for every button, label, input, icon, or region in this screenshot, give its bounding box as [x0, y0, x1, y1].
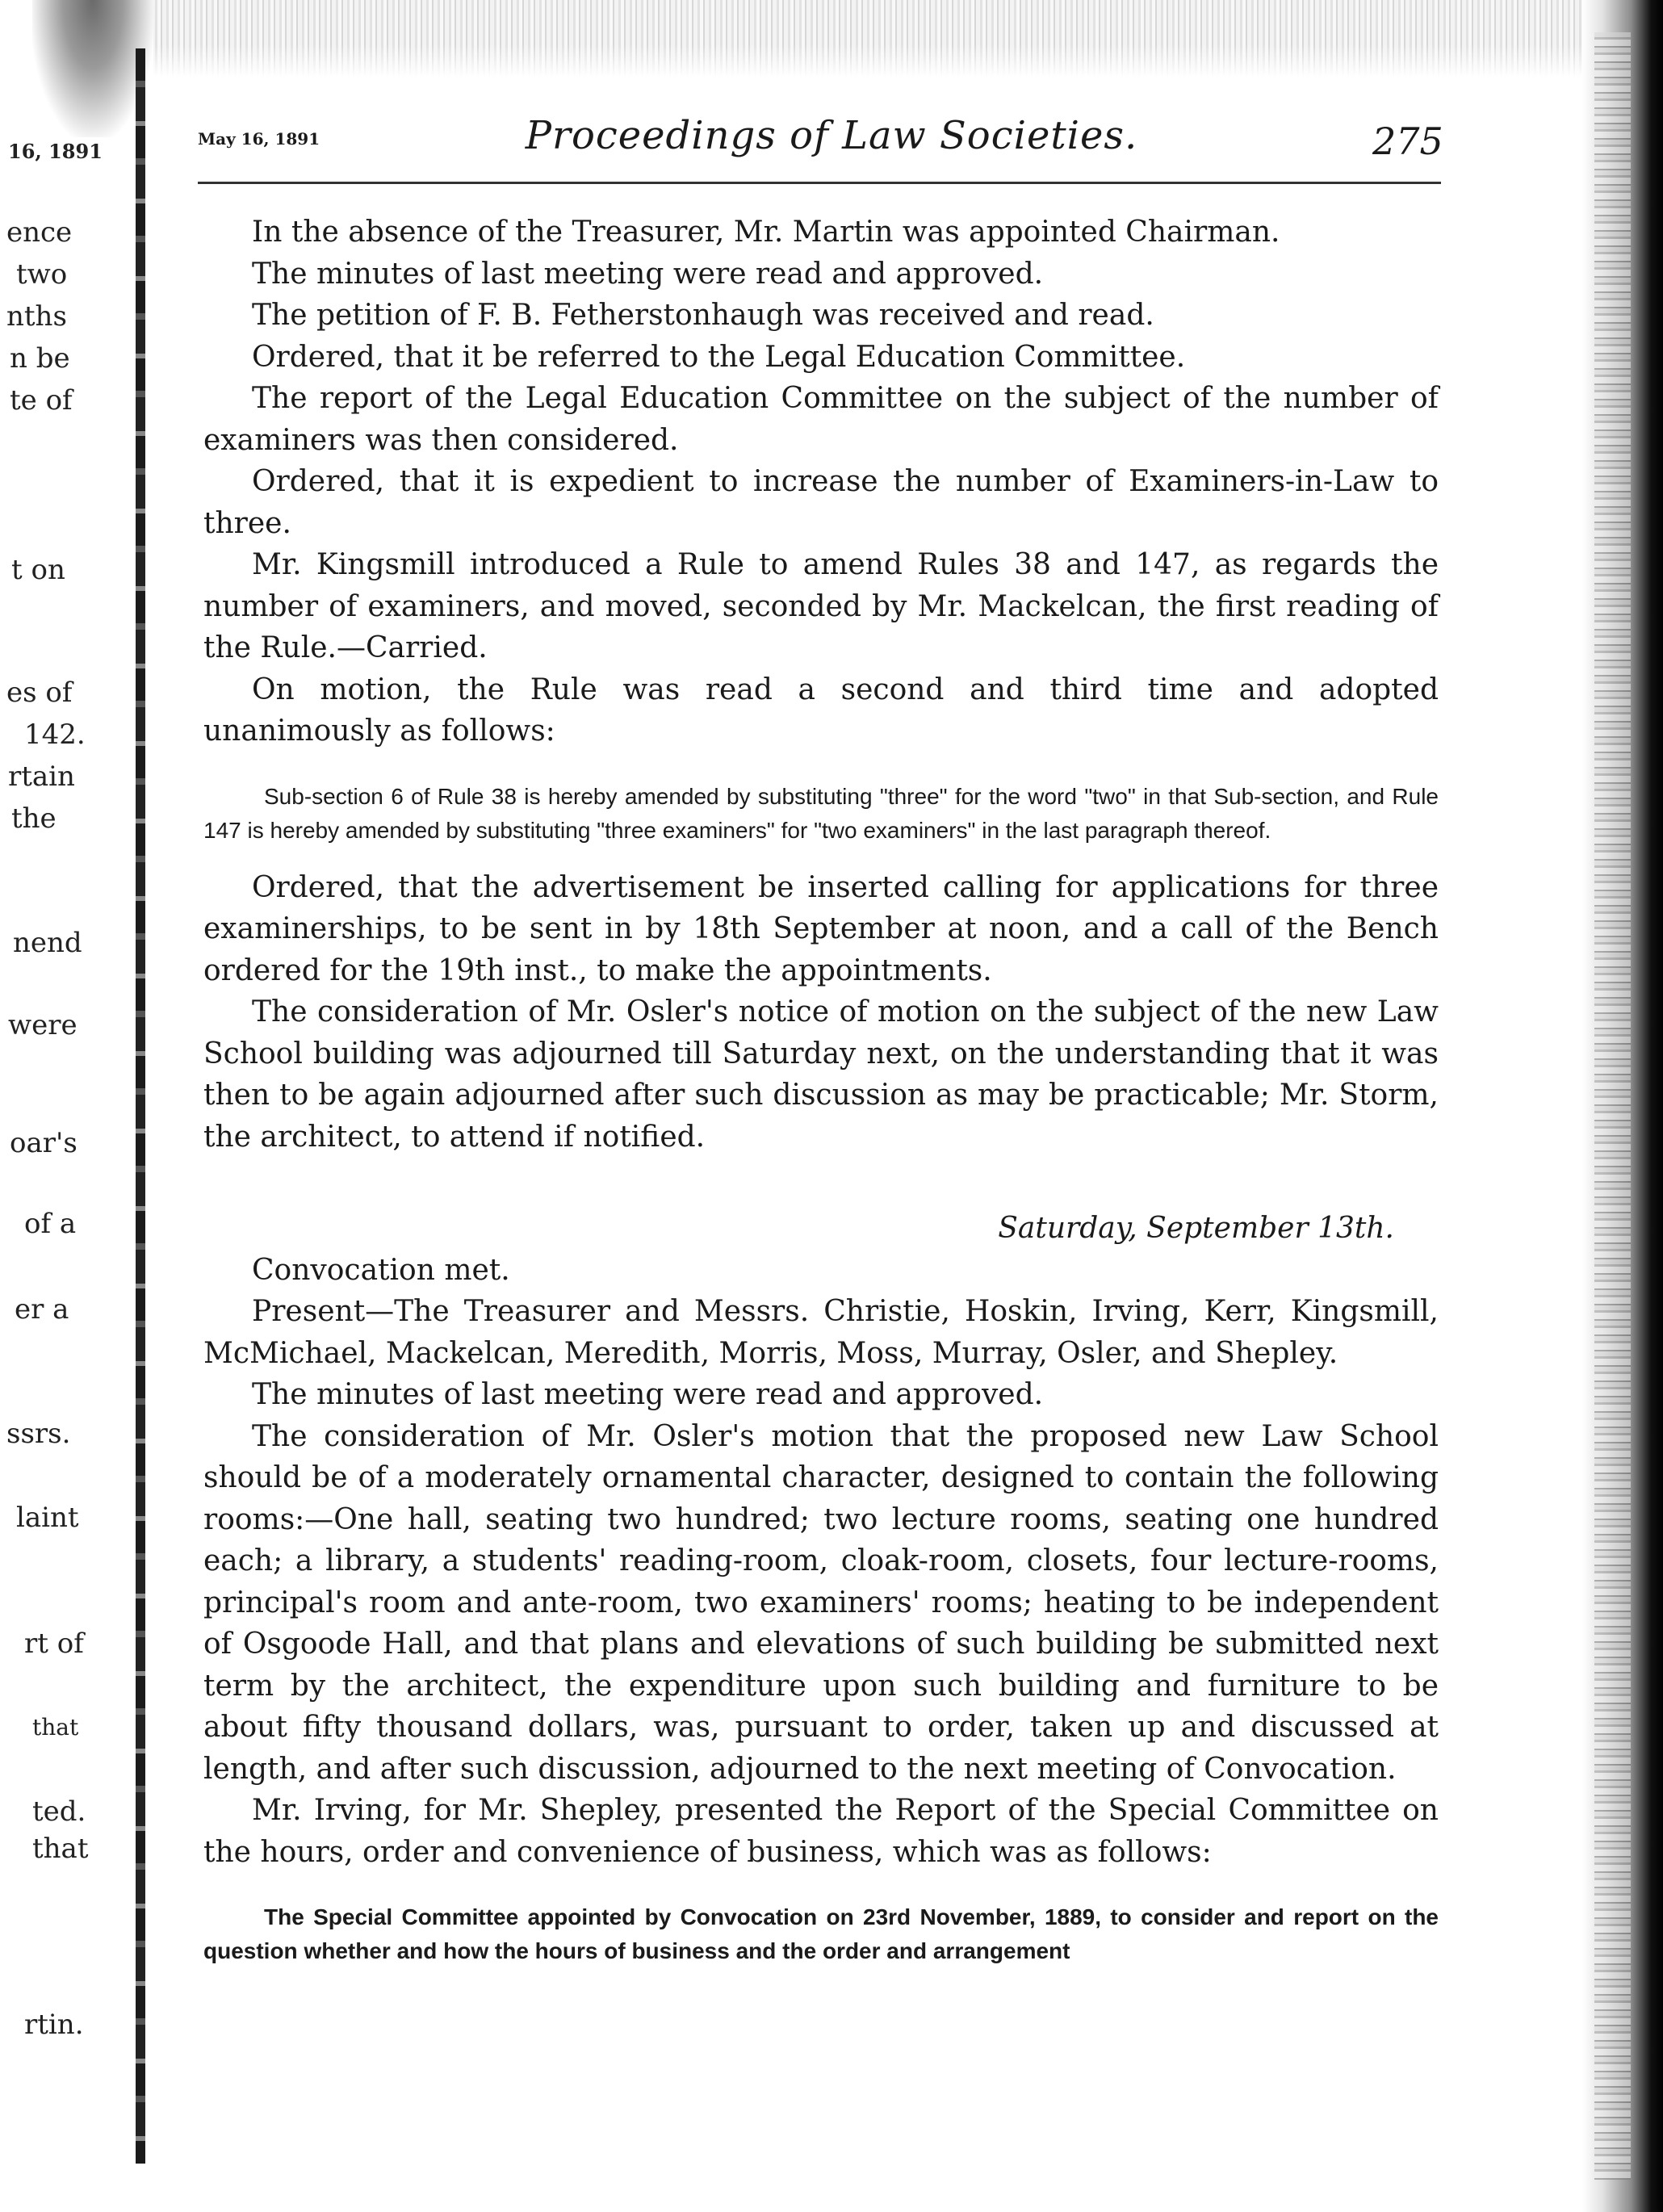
running-head-title: Proceedings of Law Societies.: [525, 113, 1138, 158]
margin-fragment: that: [32, 1833, 89, 1865]
margin-fragment: of a: [24, 1208, 77, 1240]
paragraph: Ordered, that it be referred to the Legal Education Committee.: [252, 340, 1186, 374]
gutter-line: [136, 48, 145, 2164]
margin-fragment: laint: [16, 1502, 79, 1534]
page-body: [203, 212, 1439, 1968]
paragraph: Present—The Treasurer and Messrs. Christie, Hoskin, Irving, Kerr, Kingsmill, McMichael, Mackelcan, Meredith, Morris, Moss, Murray, Osler, and Shepley.: [203, 1295, 1439, 1370]
page-edge-noise: [1594, 32, 1631, 2180]
margin-fragment: ted.: [32, 1795, 86, 1828]
running-head-date: May 16, 1891: [198, 129, 320, 149]
margin-fragment: 16, 1891: [8, 140, 103, 163]
margin-fragment: nend: [13, 927, 82, 959]
paragraph: Ordered, that the advertisement be inserted calling for applications for three examinerships, to be sent in by 18th September at noon, and a call of the Bench ordered for the 19th inst., to make the appointments.: [203, 870, 1439, 987]
paragraph: The report of the Legal Education Committee on the subject of the number of examiners was then considered.: [203, 382, 1439, 457]
paragraph: On motion, the Rule was read a second and third time and adopted unanimously as follows:: [203, 672, 1439, 748]
margin-fragment: two: [16, 258, 68, 291]
page-number: 275: [1372, 119, 1443, 163]
paragraph: The minutes of last meeting were read and approved.: [252, 257, 1044, 291]
paragraph: The petition of F. B. Fetherstonhaugh was received and read.: [252, 299, 1154, 332]
paragraph: The consideration of Mr. Osler's motion that the proposed new Law School should be of a moderately ornamental character, designed to contain the following rooms:—One hall, seating two hundred; two lecture rooms, seating one hundred each; a library, a students' reading-room, cloak-room, closets, four lecture-rooms, principal's room and ante-room, two examiners' rooms; heating to be independent of Osgoode Hall, and that plans and elevations of such building be submitted next term by the architect, the expenditure upon such building and furniture to be about fifty thousand dollars, was, pursuant to order, taken up and discussed at length, and after such discussion, adjourned to the next meeting of Convocation.: [203, 1419, 1439, 1786]
margin-fragment: rtain: [8, 760, 75, 793]
scan-noise-top: [121, 0, 1598, 77]
margin-fragment: oar's: [10, 1127, 77, 1159]
paragraph: Convocation met.: [252, 1253, 510, 1287]
dateline: Saturday, September 13th.: [998, 1212, 1394, 1245]
margin-fragment: ence: [6, 216, 73, 249]
margin-fragment: ssrs.: [6, 1418, 71, 1450]
margin-fragment: the: [11, 802, 57, 835]
margin-fragment: n be: [10, 342, 70, 375]
margin-fragment: rtin.: [24, 2009, 84, 2041]
margin-fragment: te of: [10, 384, 73, 417]
margin-fragment: er a: [15, 1293, 69, 1326]
quoted-report: The Special Committee appointed by Convocation on 23rd November, 1889, to consider and report on the question whether and how the hours of business and the order and arrangement: [203, 1904, 1439, 1963]
margin-fragment: t on: [11, 554, 65, 586]
margin-fragment: that: [32, 1714, 79, 1741]
paragraph: Ordered, that it is expedient to increase the number of Examiners-in-Law to three.: [203, 465, 1439, 540]
margin-fragment: es of: [6, 677, 73, 709]
margin-fragment: were: [8, 1009, 77, 1041]
paragraph: In the absence of the Treasurer, Mr. Martin was appointed Chairman.: [252, 216, 1280, 249]
margin-fragment: 142.: [24, 718, 86, 751]
margin-fragment: rt of: [24, 1628, 84, 1660]
quoted-rule: Sub-section 6 of Rule 38 is hereby amended by substituting "three" for the word "two" in that Sub-section, and Rule 147 is hereby amended by substituting "three examiners" for "two examiners" in the last paragraph thereof.: [203, 783, 1439, 843]
paragraph: Mr. Irving, for Mr. Shepley, presented the Report of the Special Committee on the hours, order and convenience of business, which was as follows:: [203, 1794, 1439, 1869]
paragraph: Mr. Kingsmill introduced a Rule to amend Rules 38 and 147, as regards the number of examiners, and moved, seconded by Mr. Mackelcan, the first reading of the Rule.—Carried.: [203, 548, 1439, 664]
header-rule: [198, 182, 1441, 184]
paragraph: The consideration of Mr. Osler's notice of motion on the subject of the new Law School building was adjourned till Saturday next, on the understanding that it was then to be again adjourned after such discussion as may be practicable; Mr. Storm, the architect, to attend if notified.: [203, 995, 1439, 1154]
margin-fragment: nths: [6, 300, 67, 333]
paragraph: The minutes of last meeting were read and approved.: [252, 1378, 1044, 1411]
